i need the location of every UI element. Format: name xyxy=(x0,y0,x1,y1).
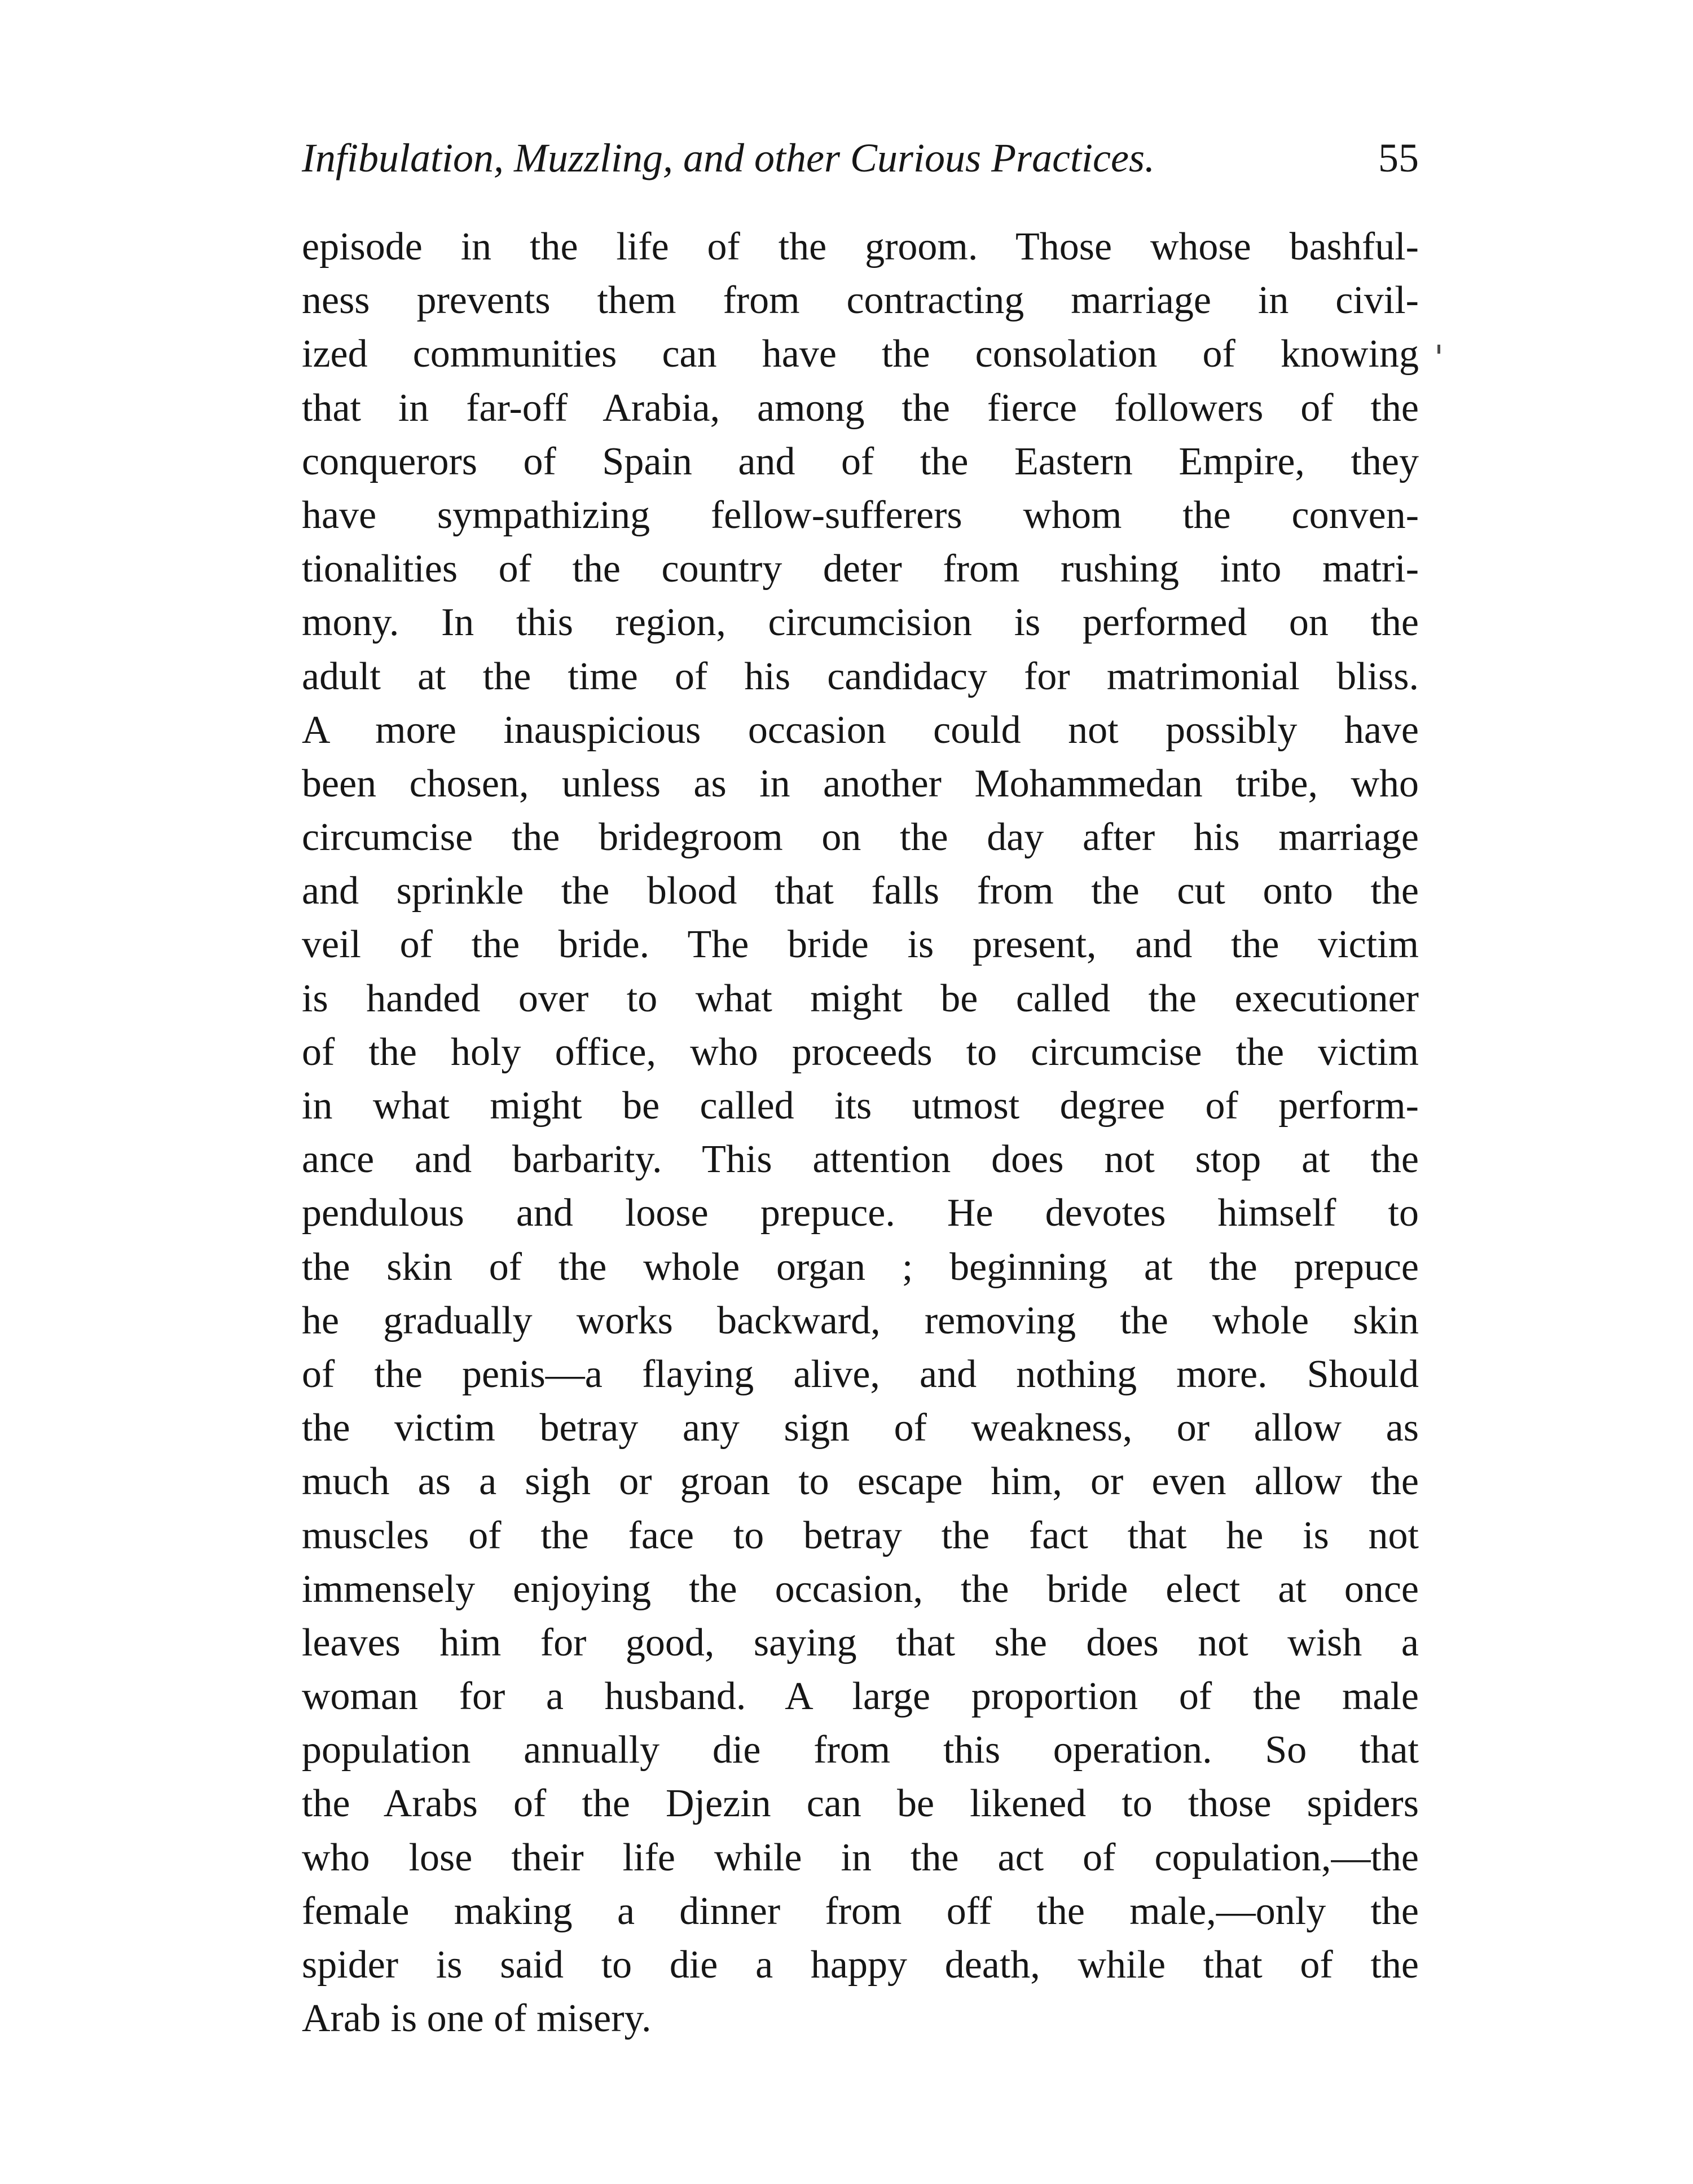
text-line: ance and barbarity. This attention does not stop at the xyxy=(302,1138,1419,1182)
text-line: the skin of the whole organ ; beginning at the prepuce xyxy=(302,1245,1419,1289)
text-line: spider is said to die a happy death, while that of the xyxy=(302,1943,1419,1987)
text-line: the victim betray any sign of weakness, or allow as xyxy=(302,1406,1419,1450)
print-speck xyxy=(1437,345,1440,354)
running-head xyxy=(302,130,1419,186)
text-line: tionalities of the country deter from rushing into matri- xyxy=(302,547,1419,591)
text-line: the Arabs of the Djezin can be likened to those spiders xyxy=(302,1782,1419,1826)
text-line: immensely enjoying the occasion, the bride elect at once xyxy=(302,1567,1419,1611)
text-line: he gradually works backward, removing the whole skin xyxy=(302,1298,1419,1342)
text-line: of the holy office, who proceeds to circumcise the victim xyxy=(302,1030,1419,1074)
text-line: woman for a husband. A large proportion of the male xyxy=(302,1675,1419,1719)
text-line: adult at the time of his candidacy for matrimonial bliss. xyxy=(302,654,1419,698)
text-line: population annually die from this operation. So that xyxy=(302,1728,1419,1772)
text-line: that in far-off Arabia, among the fierce followers of the xyxy=(302,386,1419,430)
text-line: conquerors of Spain and of the Eastern Empire, they xyxy=(302,439,1419,483)
running-head-title: Infibulation, Muzzling, and other Curious Practices. xyxy=(302,135,1155,180)
page-number: 55 xyxy=(1378,135,1419,180)
text-line: muscles of the face to betray the fact that he is not xyxy=(302,1513,1419,1557)
text-line: mony. In this region, circumcision is performed on the xyxy=(302,601,1419,645)
body-text xyxy=(302,220,1419,2045)
text-line: female making a dinner from off the male,—only the xyxy=(302,1889,1419,1933)
text-line: have sympathizing fellow-sufferers whom the conven- xyxy=(302,493,1419,537)
text-line: episode in the life of the groom. Those whose bashful- xyxy=(302,225,1419,268)
text-line: is handed over to what might be called the executioner xyxy=(302,976,1419,1020)
text-line: of the penis—a flaying alive, and nothing more. Should xyxy=(302,1352,1419,1396)
text-line: in what might be called its utmost degree of perform- xyxy=(302,1084,1419,1128)
text-line: been chosen, unless as in another Mohammedan tribe, who xyxy=(302,761,1419,805)
text-line: pendulous and loose prepuce. He devotes himself to xyxy=(302,1191,1419,1235)
text-line: A more inauspicious occasion could not possibly have xyxy=(302,708,1419,752)
text-line: ness prevents them from contracting marriage in civil- xyxy=(302,279,1419,323)
text-line: veil of the bride. The bride is present, and the victim xyxy=(302,923,1419,967)
text-line: who lose their life while in the act of copulation,—the xyxy=(302,1835,1419,1879)
text-line: and sprinkle the blood that falls from the cut onto the xyxy=(302,869,1419,913)
text-line: leaves him for good, saying that she does not wish a xyxy=(302,1621,1419,1665)
text-line: Arab is one of misery. xyxy=(302,1997,652,2041)
text-line: much as a sigh or groan to escape him, or even allow the xyxy=(302,1460,1419,1504)
text-line: circumcise the bridegroom on the day after his marriage xyxy=(302,816,1419,860)
text-line: ized communities can have the consolation of knowing xyxy=(302,332,1419,376)
